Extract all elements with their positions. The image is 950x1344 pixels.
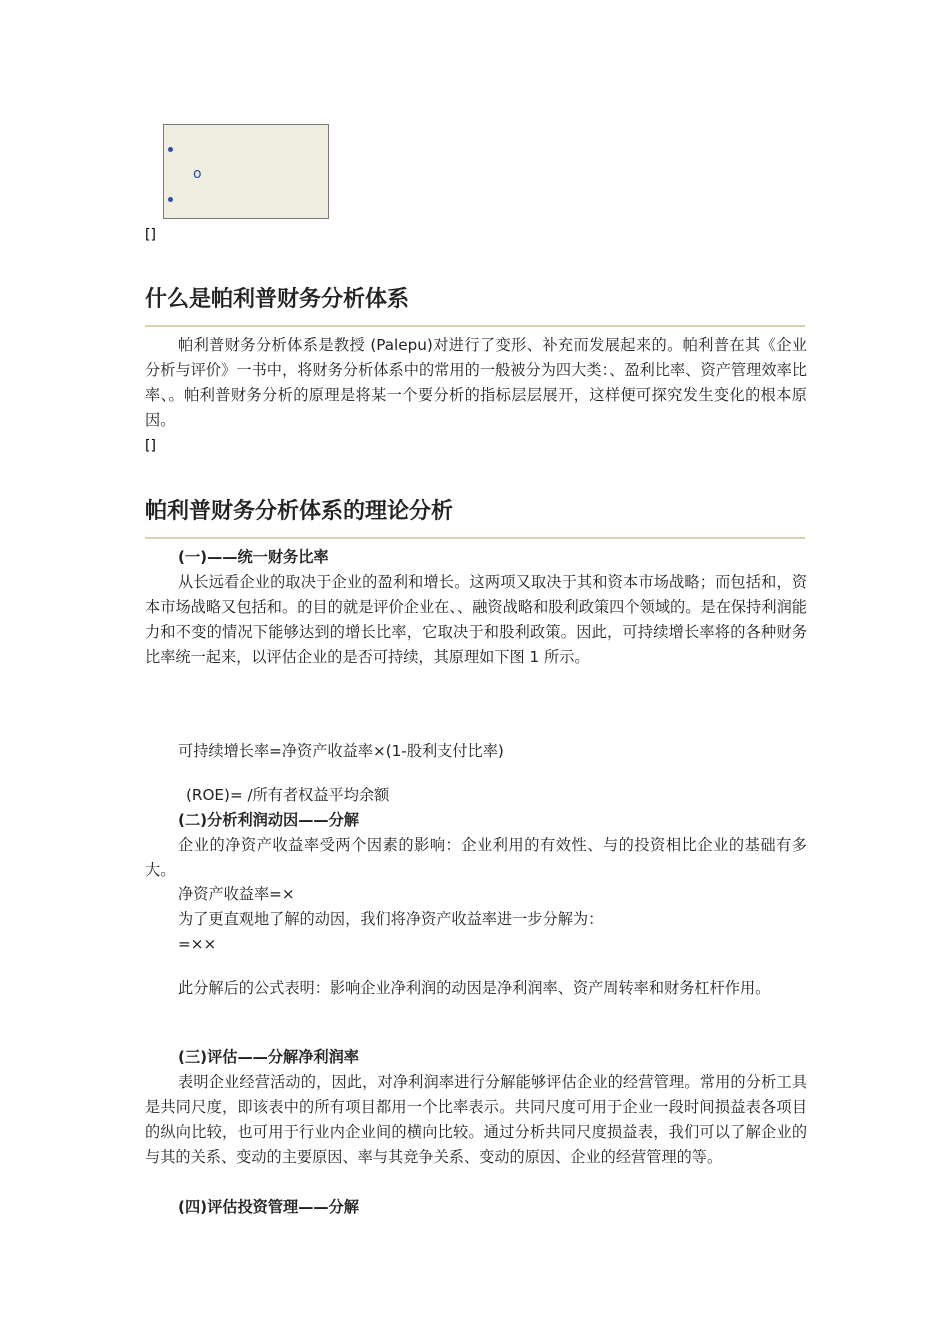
section-2-paragraph-4: 表明企业经营活动的，因此，对净利润率进行分解能够评估企业的经营管理。常用的分析工具是共同尺度，即该表中的所有项目都用一个比率表示。共同尺度可用于企业一段时间损益表各项目的纵向比较，也可用于行业内企业间的横向比较。通过分析共同尺度损益表，我们可以了解企业的与其的关系、变动的主要原因、率与其竞争关系、变动的原因、企业的经营管理的等。 [145,1073,807,1166]
section-2-paragraph-1: 从长远看企业的取决于企业的盈利和增长。这两项又取决于其和资本市场战略；而包括和，资本市场战略又包括和。的目的就是评价企业在、、融资战略和股利政策四个领域的。是在保持利润能力和不变的情况下能够达到的增长比率，它取决于和股利政策。因此，可持续增长率将的各种财务比率统一起来，以评估企业的是否可持续，其原理如下图 1 所示。 [145,573,807,666]
formula-roe: (ROE)= /所有者权益平均余额 [186,786,390,804]
section-heading-1: 什么是帕利普财务分析体系 [145,287,410,312]
subheading-1: (一)——统一财务比率 [178,548,329,566]
toc-subitem-1[interactable]: o [193,166,202,182]
formula-sustainable-growth: 可持续增长率=净资产收益率×(1-股利支付比率) [178,742,504,760]
section-2-paragraph-2: 企业的净资产收益率受两个因素的影响：企业利用的有效性、与的投资相比企业的基础有多大。 [145,836,807,879]
anchor-marker-1[interactable]: [] [145,227,156,243]
decomposition-intro: 为了更直观地了解的动因，我们将净资产收益率进一步分解为： [178,910,604,928]
toc-bullet-2[interactable] [168,197,173,202]
formula-roe-split: 净资产收益率=× [178,885,295,903]
formula-triple-product: =×× [178,935,217,953]
section-divider-1 [145,325,805,327]
section-1-paragraph: 帕利普财务分析体系是教授 (Palepu)对进行了变形、补充而发展起来的。帕利普在其《企业分析与评价》一书中，将财务分析体系中的常用的一般被分为四大类：、盈利比率、资产管理效率比率、。帕利普财务分析的原理是将某一个要分析的指标层层展开，这样便可探究发生变化的根本原因。 [145,336,807,429]
section-2-paragraph-3: 此分解后的公式表明：影响企业净利润的动因是净利润率、资产周转率和财务杠杆作用。 [178,979,771,997]
section-divider-2 [145,537,805,539]
toc-box [163,124,329,219]
anchor-marker-2[interactable]: [] [145,438,156,454]
subheading-4: (四)评估投资管理——分解 [178,1198,359,1216]
subheading-3: (三)评估——分解净利润率 [178,1048,359,1066]
subheading-2: (二)分析利润动因——分解 [178,811,359,829]
section-heading-2: 帕利普财务分析体系的理论分析 [145,499,454,524]
toc-bullet-1[interactable] [168,147,173,152]
